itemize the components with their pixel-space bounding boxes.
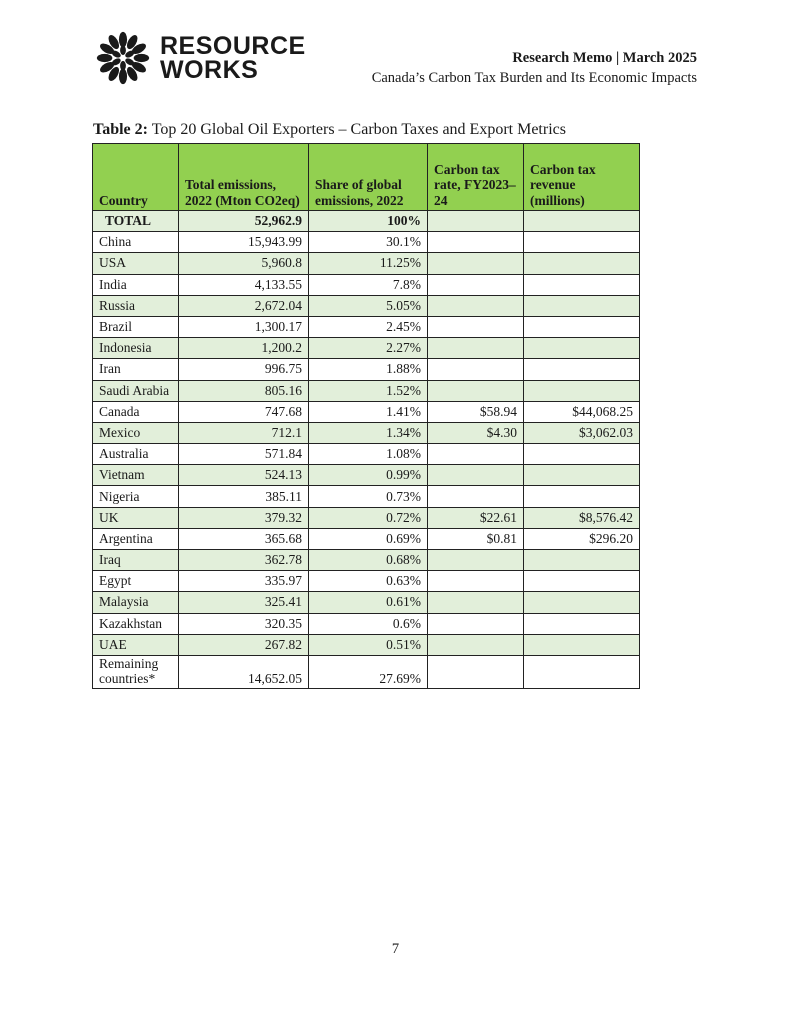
emissions-cell: 14,652.05 [179, 655, 309, 688]
header-carbon-tax-rate: Carbon tax rate, FY2023–24 [428, 144, 524, 211]
emissions-cell: 379.32 [179, 507, 309, 528]
country-cell: USA [93, 253, 179, 274]
tax-rate-cell [428, 211, 524, 232]
share-cell: 1.52% [309, 380, 428, 401]
country-cell: Russia [93, 295, 179, 316]
emissions-cell: 2,672.04 [179, 295, 309, 316]
emissions-cell: 320.35 [179, 613, 309, 634]
country-cell: Iran [93, 359, 179, 380]
tax-rate-cell [428, 380, 524, 401]
table-row [93, 359, 640, 380]
tax-rate-cell: $22.61 [428, 507, 524, 528]
share-cell: 2.45% [309, 316, 428, 337]
country-cell: Nigeria [93, 486, 179, 507]
table-row [93, 613, 640, 634]
share-cell: 100% [309, 211, 428, 232]
share-cell: 2.27% [309, 338, 428, 359]
table-row [93, 507, 640, 528]
tax-revenue-cell [524, 359, 640, 380]
tax-revenue-cell [524, 380, 640, 401]
tax-rate-cell [428, 359, 524, 380]
emissions-cell: 325.41 [179, 592, 309, 613]
country-cell: TOTAL [93, 211, 179, 232]
tax-revenue-cell [524, 655, 640, 688]
emissions-cell: 524.13 [179, 465, 309, 486]
tax-revenue-cell [524, 550, 640, 571]
country-cell: China [93, 232, 179, 253]
tax-rate-cell [428, 465, 524, 486]
table-row [93, 465, 640, 486]
country-cell: Vietnam [93, 465, 179, 486]
tax-revenue-cell [524, 486, 640, 507]
tax-rate-cell [428, 613, 524, 634]
table-row [93, 401, 640, 422]
tax-rate-cell [428, 253, 524, 274]
table-row-total [93, 211, 640, 232]
tax-revenue-cell: $8,576.42 [524, 507, 640, 528]
logo-line-2: WORKS [160, 56, 259, 84]
tax-revenue-cell: $296.20 [524, 528, 640, 549]
tax-revenue-cell [524, 316, 640, 337]
emissions-cell: 712.1 [179, 422, 309, 443]
document-subtitle: Canada’s Carbon Tax Burden and Its Economic Impacts [371, 70, 697, 86]
table-row [93, 571, 640, 592]
tax-revenue-cell [524, 444, 640, 465]
country-cell: Kazakhstan [93, 613, 179, 634]
share-cell: 0.61% [309, 592, 428, 613]
share-cell: 1.41% [309, 401, 428, 422]
table-row [93, 486, 640, 507]
emissions-cell: 5,960.8 [179, 253, 309, 274]
tax-rate-cell: $58.94 [428, 401, 524, 422]
country-cell: Remaining countries* [93, 655, 179, 688]
table-row [93, 295, 640, 316]
memo-label: Research Memo | March 2025 [512, 50, 697, 66]
share-cell: 0.63% [309, 571, 428, 592]
tax-revenue-cell [524, 465, 640, 486]
share-cell: 0.73% [309, 486, 428, 507]
emissions-cell: 15,943.99 [179, 232, 309, 253]
logo-wordmark [160, 34, 306, 82]
tax-rate-cell [428, 571, 524, 592]
emissions-cell: 362.78 [179, 550, 309, 571]
country-cell: Iraq [93, 550, 179, 571]
header-share-global: Share of global emissions, 2022 [309, 144, 428, 211]
tax-rate-cell [428, 316, 524, 337]
tax-rate-cell [428, 550, 524, 571]
tax-revenue-cell [524, 634, 640, 655]
tax-revenue-cell [524, 253, 640, 274]
emissions-cell: 365.68 [179, 528, 309, 549]
table-row [93, 550, 640, 571]
table-row [93, 655, 640, 688]
share-cell: 1.88% [309, 359, 428, 380]
emissions-cell: 571.84 [179, 444, 309, 465]
tax-rate-cell [428, 232, 524, 253]
tax-revenue-cell [524, 613, 640, 634]
resource-works-logo [92, 28, 306, 88]
share-cell: 30.1% [309, 232, 428, 253]
tax-rate-cell [428, 655, 524, 688]
tax-revenue-cell: $3,062.03 [524, 422, 640, 443]
country-cell: Malaysia [93, 592, 179, 613]
emissions-table [92, 143, 640, 689]
table-row [93, 338, 640, 359]
table-caption [93, 121, 566, 139]
tax-rate-cell [428, 486, 524, 507]
share-cell: 0.72% [309, 507, 428, 528]
tax-revenue-cell: $44,068.25 [524, 401, 640, 422]
tax-rate-cell [428, 444, 524, 465]
tax-rate-cell [428, 274, 524, 295]
country-cell: Indonesia [93, 338, 179, 359]
emissions-cell: 267.82 [179, 634, 309, 655]
table-row [93, 422, 640, 443]
country-cell: Argentina [93, 528, 179, 549]
tax-rate-cell [428, 634, 524, 655]
share-cell: 7.8% [309, 274, 428, 295]
tax-rate-cell [428, 295, 524, 316]
share-cell: 0.68% [309, 550, 428, 571]
country-cell: Mexico [93, 422, 179, 443]
tax-revenue-cell [524, 211, 640, 232]
tax-revenue-cell [524, 571, 640, 592]
header-country: Country [93, 144, 179, 211]
tax-revenue-cell [524, 274, 640, 295]
share-cell: 11.25% [309, 253, 428, 274]
emissions-cell: 996.75 [179, 359, 309, 380]
tax-revenue-cell [524, 295, 640, 316]
tax-revenue-cell [524, 338, 640, 359]
table-header-row [93, 144, 640, 211]
emissions-cell: 1,200.2 [179, 338, 309, 359]
emissions-cell: 385.11 [179, 486, 309, 507]
tax-rate-cell: $4.30 [428, 422, 524, 443]
share-cell: 0.51% [309, 634, 428, 655]
table-row [93, 274, 640, 295]
logo-line-1: RESOURCE [160, 32, 306, 60]
share-cell: 0.99% [309, 465, 428, 486]
share-cell: 0.6% [309, 613, 428, 634]
share-cell: 5.05% [309, 295, 428, 316]
table-row [93, 634, 640, 655]
page-number: 7 [391, 941, 400, 957]
table-row [93, 444, 640, 465]
emissions-cell: 747.68 [179, 401, 309, 422]
table-row [93, 232, 640, 253]
header-carbon-tax-revenue: Carbon tax revenue (millions) [524, 144, 640, 211]
table-row [93, 380, 640, 401]
table-caption-text: Top 20 Global Oil Exporters – Carbon Taxes and Export Metrics [147, 121, 566, 138]
tax-rate-cell [428, 338, 524, 359]
table-body [93, 211, 640, 689]
tax-rate-cell: $0.81 [428, 528, 524, 549]
country-cell: UK [93, 507, 179, 528]
page-header [372, 48, 697, 88]
tax-revenue-cell [524, 592, 640, 613]
tax-revenue-cell [524, 232, 640, 253]
table-caption-label: Table 2: [93, 121, 148, 138]
flower-logo-icon [92, 28, 154, 88]
country-cell: Australia [93, 444, 179, 465]
emissions-cell: 52,962.9 [179, 211, 309, 232]
emissions-cell: 335.97 [179, 571, 309, 592]
share-cell: 27.69% [309, 655, 428, 688]
country-cell: Egypt [93, 571, 179, 592]
country-cell: UAE [93, 634, 179, 655]
country-cell: Brazil [93, 316, 179, 337]
country-cell: Saudi Arabia [93, 380, 179, 401]
share-cell: 1.08% [309, 444, 428, 465]
table-row [93, 592, 640, 613]
emissions-cell: 4,133.55 [179, 274, 309, 295]
emissions-cell: 1,300.17 [179, 316, 309, 337]
table-row [93, 253, 640, 274]
country-cell: Canada [93, 401, 179, 422]
share-cell: 1.34% [309, 422, 428, 443]
emissions-cell: 805.16 [179, 380, 309, 401]
header-total-emissions: Total emissions, 2022 (Mton CO2eq) [179, 144, 309, 211]
table-row [93, 528, 640, 549]
tax-rate-cell [428, 592, 524, 613]
country-cell: India [93, 274, 179, 295]
share-cell: 0.69% [309, 528, 428, 549]
table-row [93, 316, 640, 337]
